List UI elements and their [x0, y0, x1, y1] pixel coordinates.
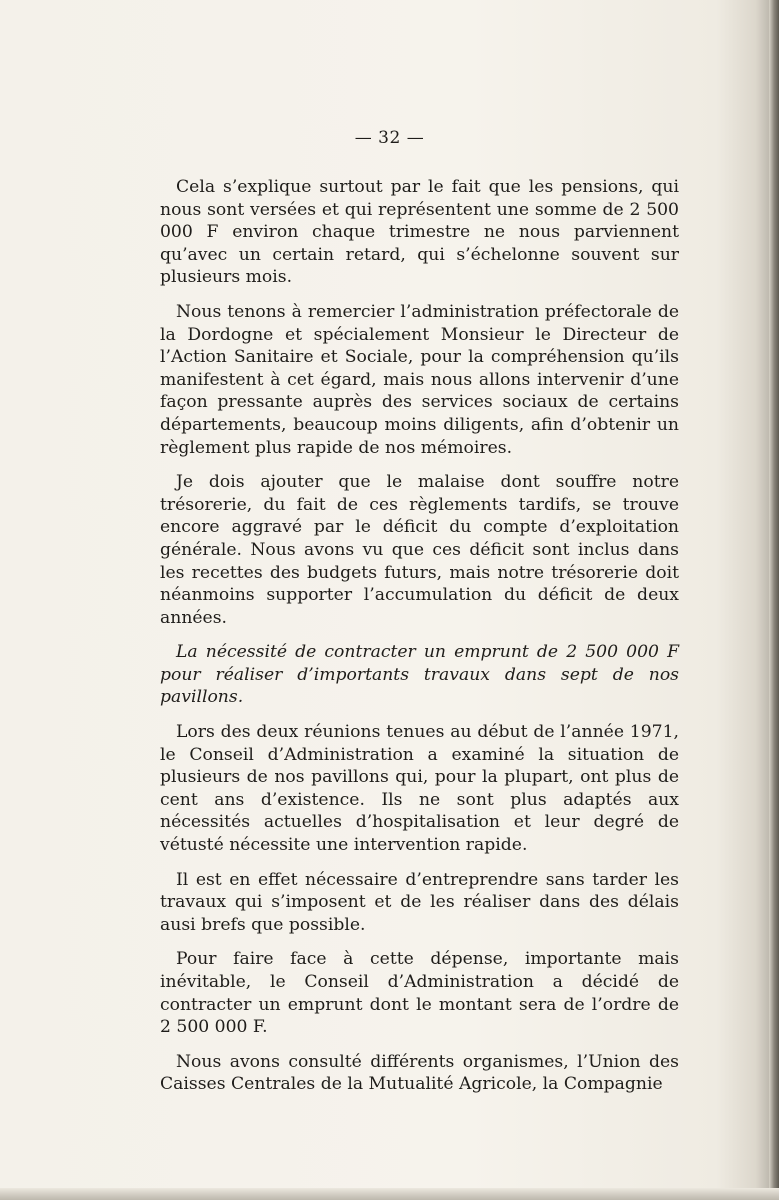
- paragraph-remerciements: Nous tenons à remercier l’administration préfectorale de la Dordogne et spécialement Monsieur le Directeur de l’Action Sanitaire et Sociale, pour la compréhension qu’ils manifestent à cet égard, mais nous allons intervenir d’une façon pressante auprès des services sociaux de certains départements, beaucoup moins diligents, afin d’obtenir un règlement plus rapide de nos mémoires.: [160, 301, 679, 458]
- paragraph-depense: Pour faire face à cette dépense, importante mais inévitable, le Conseil d’Administration a décidé de contracter un emprunt dont le montant sera de l’ordre de 2 500 000 F.: [160, 949, 679, 1038]
- paragraph-tresorerie: Je dois ajouter que le malaise dont souffre notre trésorerie, du fait de ces règlements tardifs, se trouve encore aggravé par le déficit du compte d’exploitation générale. Nous avons vu que ces déficit sont inclus dans les recettes des budgets futurs, mais notre trésorerie doit néanmoins supporter l’accumulation du déficit de deux années.: [160, 472, 679, 628]
- body-text: [160, 176, 679, 1108]
- paragraph-travaux: Il est en effet nécessaire d’entreprendre sans tarder les travaux qui s’imposent et de les réaliser dans des délais ausi brefs que possible.: [160, 869, 679, 935]
- page-edge-right: [769, 0, 779, 1200]
- paragraph-organismes: Nous avons consulté différents organismes, l’Union des Caisses Centrales de la Mutualité Agricole, la Compagnie: [160, 1051, 679, 1095]
- paragraph-pensions: Cela s’explique surtout par le fait que les pensions, qui nous sont versées et qui représentent une somme de 2 500 000 F environ chaque trimestre ne nous parviennent qu’avec un certain retard, qui s’échelonne souvent sur plusieurs mois.: [160, 177, 679, 288]
- section-heading-emprunt: La nécessité de contracter un emprunt de 2 500 000 F pour réaliser d’importants travaux dans sept de nos pavillons.: [160, 642, 679, 708]
- page-edge-bottom: [0, 1188, 779, 1200]
- page-number: — 32 —: [354, 128, 425, 148]
- paragraph-reunions: Lors des deux réunions tenues au début de l’année 1971, le Conseil d’Administration a examiné la situation de plusieurs de nos pavillons qui, pour la plupart, ont plus de cent ans d’existence. Ils ne sont plus adaptés aux nécessités actuelles d’hospitalisation et leur degré de vétusté nécessite une intervention rapide.: [160, 722, 679, 856]
